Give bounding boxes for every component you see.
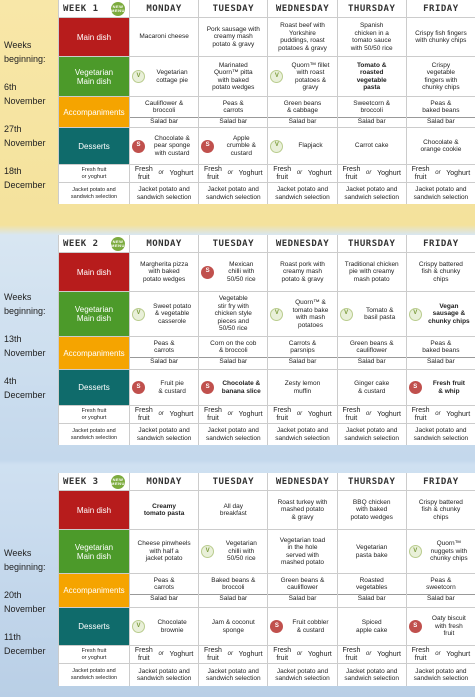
date-line [4,66,58,80]
veg-text: Quorn™ nuggets with chunky chips [430,540,468,563]
date-line: December [4,646,46,656]
salad-bar: Salad bar [338,594,406,603]
or-text: or [158,410,164,417]
yoghurt: Yoghurt [307,169,332,177]
row-label-veg: Vegetarian Main dish [59,530,129,573]
des-cell: Spiced apple cake [338,608,406,645]
sugar-icon: S [201,140,214,153]
salad-bar: Salad bar [199,594,267,603]
fresh-fruit: Fresh fruit [204,166,222,181]
row-label-fruit: Fresh fruit or yoghurt [59,406,129,423]
or-text: or [296,169,303,176]
des-text: Oaty biscuit with fresh fruit [431,615,466,638]
veg-cell: Tomato & roasted vegetable pasta [338,57,406,96]
week-title-cell [59,0,129,17]
des-text: Fruit cobbler & custard [292,619,329,634]
accompaniment-cell [407,574,475,607]
new-menu-badge-icon: NEW MENU [111,475,125,489]
date-line: November [4,96,46,106]
row-label-veg: Vegetarian Main dish [59,292,129,336]
vegetarian-icon: V [132,70,145,83]
fresh-fruit: Fresh fruit [134,166,153,181]
yoghurt: Yoghurt [446,410,471,418]
date-line: Weeks [4,292,32,302]
date-line: November [4,604,46,614]
des-cell: Zesty lemon muffin [268,370,336,405]
accompaniment-cell [268,97,336,127]
accompaniment-text: Peas & carrots [222,99,244,114]
date-line: November [4,138,46,148]
vegetarian-icon: V [409,545,422,558]
jacket-cell: Jacket potato and sandwich selection [407,664,475,686]
salad-bar: Salad bar [130,117,198,126]
veg-text: Tomato & basil pasta [364,306,396,321]
main-cell: Traditional chicken pie with creamy mash potato [338,253,406,291]
date-line [4,108,58,122]
salad-bar: Salad bar [130,357,198,366]
vegetarian-icon: V [409,308,422,321]
or-text: or [366,410,372,417]
veg-cell: Cheese pinwheels with half a jacket potato [130,530,198,573]
fresh-fruit: Fresh fruit [273,407,292,422]
date-line [4,150,58,164]
veg-cell [407,530,475,573]
week-title: WEEK 3 [63,476,99,487]
sugar-icon: S [132,140,145,153]
row-label-main: Main dish [59,491,129,529]
veg-text: Sweet potato & vegetable casserole [153,302,192,325]
or-text: or [158,650,164,657]
des-text: Chocolate & pear sponge with custard [154,134,191,157]
accompaniment-text: Sweetcorn & broccoli [353,99,391,114]
accompaniment-cell [338,574,406,607]
or-text: or [227,169,233,176]
fruit-yoghurt-cell [130,646,198,663]
salad-bar: Salad bar [338,357,406,366]
accompaniment-cell [338,97,406,127]
fruit-yoghurt-cell [268,406,336,423]
day-header: TUESDAY [199,235,267,252]
yoghurt: Yoghurt [377,650,401,658]
row-label-fruit: Fresh fruit or yoghurt [59,165,129,182]
sugar-icon: S [201,266,214,279]
accompaniment-cell [199,574,267,607]
menu-grid [58,0,475,204]
veg-cell [268,57,336,96]
yoghurt: Yoghurt [169,650,194,658]
fresh-fruit: Fresh fruit [273,166,292,181]
des-text: Fresh fruit & whip [432,380,465,395]
row-label-jacket: Jacket potato and sandwich selection [59,424,129,445]
date-line: Weeks [4,40,32,50]
main-cell: Roast turkey with mashed potato & gravy [268,491,336,529]
week-title-cell [59,473,129,490]
yoghurt: Yoghurt [169,169,194,177]
des-text: Flapjack [298,142,323,150]
main-cell: Pork sausage with creamy mash potato & gravy [199,18,267,56]
accompaniment-cell [130,574,198,607]
fresh-fruit: Fresh fruit [134,407,153,422]
yoghurt: Yoghurt [377,410,401,418]
fresh-fruit: Fresh fruit [411,647,430,662]
day-header: FRIDAY [407,0,475,17]
accompaniment-text: Peas & baked beans [422,99,460,114]
accompaniment-text: Peas & carrots [153,339,175,354]
week-title-cell [59,235,129,252]
date-line: 18th [4,166,22,176]
fruit-yoghurt-cell [407,406,475,423]
date-line: 11th [4,632,21,642]
des-cell [407,608,475,645]
fruit-yoghurt-cell [338,646,406,663]
salad-bar: Salad bar [268,357,336,366]
date-line [4,616,58,630]
day-header: MONDAY [130,473,198,490]
or-text: or [296,410,303,417]
week-dates [4,38,58,192]
veg-cell: Vegetable stir fry with chicken style pieces and 50/50 rice [199,292,267,336]
fruit-yoghurt-cell [199,165,267,182]
date-line: November [4,348,46,358]
fruit-yoghurt-cell [407,165,475,182]
day-header: FRIDAY [407,235,475,252]
salad-bar: Salad bar [268,117,336,126]
vegetarian-icon: V [270,70,283,83]
fresh-fruit: Fresh fruit [273,647,292,662]
salad-bar: Salad bar [407,357,475,366]
date-line: beginning: [4,562,46,572]
accompaniment-text: Peas & baked beans [422,339,460,354]
date-line: December [4,390,46,400]
row-label-jacket: Jacket potato and sandwich selection [59,183,129,204]
day-header: MONDAY [130,0,198,17]
accompaniment-text: Corn on the cob & broccoli [210,339,257,354]
row-label-fruit: Fresh fruit or yoghurt [59,646,129,663]
date-line: beginning: [4,306,46,316]
veg-cell [338,292,406,336]
day-header: WEDNESDAY [268,0,336,17]
row-label-main: Main dish [59,253,129,291]
accompaniment-text: Peas & carrots [153,576,175,591]
fruit-yoghurt-cell [338,165,406,182]
vegetarian-icon: V [270,140,283,153]
veg-cell: Vegetarian toad in the hole served with mashed potato [268,530,336,573]
accompaniment-text: Green beans & cauliflower [280,576,325,591]
date-line: 20th [4,590,22,600]
yoghurt: Yoghurt [446,650,471,658]
des-cell [130,370,198,405]
jacket-cell: Jacket potato and sandwich selection [268,183,336,204]
main-cell [199,253,267,291]
week-dates [4,546,58,658]
jacket-cell: Jacket potato and sandwich selection [130,664,198,686]
veg-text: Vegetarian chilli with 50/50 rice [225,540,257,563]
new-menu-badge-icon: NEW MENU [111,237,125,251]
salad-bar: Salad bar [338,117,406,126]
date-line [4,360,58,374]
veg-cell [407,292,475,336]
des-cell: Carrot cake [338,128,406,164]
date-line: 4th [4,376,17,386]
row-label-des: Desserts [59,128,129,164]
or-text: or [366,169,372,176]
main-cell: Spanish chicken in a tomato sauce with 50/50 rice [338,18,406,56]
or-text: or [366,650,372,657]
accompaniment-text: Green beans & cabbage [283,99,322,114]
salad-bar: Salad bar [199,357,267,366]
sugar-icon: S [409,620,422,633]
veg-text: Vegan sausage & chunky chips [428,302,470,325]
jacket-cell: Jacket potato and sandwich selection [268,664,336,686]
accompaniment-text: Baked beans & broccoli [211,576,256,591]
main-cell: Macaroni cheese [130,18,198,56]
veg-cell: Vegetarian pasta bake [338,530,406,573]
jacket-cell: Jacket potato and sandwich selection [338,664,406,686]
yoghurt: Yoghurt [238,169,263,177]
jacket-cell: Jacket potato and sandwich selection [338,183,406,204]
accompaniment-cell [407,97,475,127]
jacket-cell: Jacket potato and sandwich selection [130,424,198,445]
yoghurt: Yoghurt [307,650,332,658]
row-label-acc: Accompaniments [59,97,129,127]
row-label-des: Desserts [59,608,129,645]
main-cell: Creamy tomato pasta [130,491,198,529]
vegetarian-icon: V [201,545,214,558]
date-line: Weeks [4,548,32,558]
sugar-icon: S [270,620,283,633]
or-text: or [158,169,164,176]
date-line: beginning: [4,54,46,64]
row-label-veg: Vegetarian Main dish [59,57,129,96]
des-text: Chocolate & banana slice [221,380,261,395]
salad-bar: Salad bar [130,594,198,603]
day-header: THURSDAY [338,473,406,490]
sugar-icon: S [201,381,214,394]
jacket-cell: Jacket potato and sandwich selection [199,424,267,445]
veg-cell [268,292,336,336]
des-cell [199,128,267,164]
accompaniment-text: Carrots & parsnips [288,339,317,354]
des-cell [268,128,336,164]
fresh-fruit: Fresh fruit [204,647,222,662]
fruit-yoghurt-cell [130,165,198,182]
accompaniment-cell [407,337,475,369]
main-cell: Roast pork with creamy mash potato & gravy [268,253,336,291]
accompaniment-text: Peas & sweetcorn [426,576,456,591]
accompaniment-text: Roasted vegetables [355,576,388,591]
veg-cell: Marinated Quorn™ pitta with baked potato wedges [199,57,267,96]
des-text: Chocolate brownie [157,619,187,634]
fresh-fruit: Fresh fruit [411,166,430,181]
row-label-acc: Accompaniments [59,337,129,369]
fresh-fruit: Fresh fruit [342,166,361,181]
fruit-yoghurt-cell [199,406,267,423]
salad-bar: Salad bar [268,594,336,603]
day-header: THURSDAY [338,235,406,252]
main-cell: Crispy battered fish & chunky chips [407,253,475,291]
yoghurt: Yoghurt [446,169,471,177]
menu-grid [58,473,475,686]
jacket-cell: Jacket potato and sandwich selection [407,183,475,204]
date-line [4,318,58,332]
row-label-acc: Accompaniments [59,574,129,607]
vegetarian-icon: V [340,308,353,321]
des-text: Fruit pie & custard [158,380,186,395]
accompaniment-cell [130,97,198,127]
main-cell: Crispy fish fingers with chunky chips [407,18,475,56]
row-label-main: Main dish [59,18,129,56]
day-header: FRIDAY [407,473,475,490]
veg-text: Quorn™ & tomato bake with mash potatoes [292,299,329,329]
jacket-cell: Jacket potato and sandwich selection [268,424,336,445]
day-header: TUESDAY [199,473,267,490]
accompaniment-cell [268,574,336,607]
or-text: or [435,650,441,657]
vegetarian-icon: V [132,308,145,321]
des-cell: Ginger cake & custard [338,370,406,405]
day-header: TUESDAY [199,0,267,17]
fruit-yoghurt-cell [268,165,336,182]
or-text: or [227,410,233,417]
des-cell [407,370,475,405]
main-cell: BBQ chicken with baked potato wedges [338,491,406,529]
yoghurt: Yoghurt [307,410,332,418]
day-header: THURSDAY [338,0,406,17]
vegetarian-icon: V [270,308,283,321]
accompaniment-cell [199,97,267,127]
fresh-fruit: Fresh fruit [342,407,361,422]
main-text: Mexican chilli with 50/50 rice [227,260,256,283]
accompaniment-cell [268,337,336,369]
yoghurt: Yoghurt [238,410,263,418]
fruit-yoghurt-cell [268,646,336,663]
sugar-icon: S [409,381,422,394]
veg-text: Vegetarian cottage pie [156,69,188,84]
row-label-des: Desserts [59,370,129,405]
fruit-yoghurt-cell [130,406,198,423]
salad-bar: Salad bar [407,594,475,603]
row-label-jacket: Jacket potato and sandwich selection [59,664,129,686]
salad-bar: Salad bar [199,117,267,126]
week-title: WEEK 2 [63,238,99,249]
date-line: December [4,180,46,190]
main-cell: Roast beef with Yorkshire puddings, roast potatoes & gravy [268,18,336,56]
new-menu-badge-icon: NEW MENU [111,2,125,16]
fresh-fruit: Fresh fruit [204,407,222,422]
day-header: MONDAY [130,235,198,252]
yoghurt: Yoghurt [377,169,401,177]
date-line: 6th [4,82,17,92]
des-cell: Chocolate & orange cookie [407,128,475,164]
fresh-fruit: Fresh fruit [134,647,153,662]
jacket-cell: Jacket potato and sandwich selection [338,424,406,445]
jacket-cell: Jacket potato and sandwich selection [407,424,475,445]
des-cell: Jam & coconut sponge [199,608,267,645]
accompaniment-cell [338,337,406,369]
or-text: or [296,650,303,657]
sugar-icon: S [132,381,145,394]
main-cell: Crispy battered fish & chunky chips [407,491,475,529]
veg-cell [130,57,198,96]
fresh-fruit: Fresh fruit [411,407,430,422]
menu-grid [58,235,475,445]
or-text: or [435,169,441,176]
day-header: WEDNESDAY [268,235,336,252]
fruit-yoghurt-cell [338,406,406,423]
day-header: WEDNESDAY [268,473,336,490]
or-text: or [435,410,441,417]
date-line [4,574,58,588]
fruit-yoghurt-cell [407,646,475,663]
veg-cell [130,292,198,336]
veg-text: Quorn™ fillet with roast potatoes & gravy [291,61,330,91]
veg-cell: Crispy vegetable fingers with chunky chips [407,57,475,96]
main-cell: All day breakfast [199,491,267,529]
salad-bar: Salad bar [407,117,475,126]
veg-cell [199,530,267,573]
vegetarian-icon: V [132,620,145,633]
accompaniment-text: Cauliflower & broccoli [144,99,184,114]
main-cell: Margherita pizza with baked potato wedges [130,253,198,291]
fruit-yoghurt-cell [199,646,267,663]
date-line: 27th [4,124,22,134]
des-cell [130,608,198,645]
yoghurt: Yoghurt [169,410,194,418]
accompaniment-cell [130,337,198,369]
accompaniment-cell [199,337,267,369]
jacket-cell: Jacket potato and sandwich selection [199,183,267,204]
des-text: Apple crumble & custard [226,134,256,157]
fresh-fruit: Fresh fruit [342,647,361,662]
or-text: or [227,650,233,657]
jacket-cell: Jacket potato and sandwich selection [130,183,198,204]
date-line: 13th [4,334,22,344]
week-dates [4,290,58,402]
accompaniment-text: Green beans & cauliflower [349,339,394,354]
week-title: WEEK 1 [63,3,99,14]
yoghurt: Yoghurt [238,650,263,658]
jacket-cell: Jacket potato and sandwich selection [199,664,267,686]
des-cell [268,608,336,645]
des-cell [130,128,198,164]
des-cell [199,370,267,405]
